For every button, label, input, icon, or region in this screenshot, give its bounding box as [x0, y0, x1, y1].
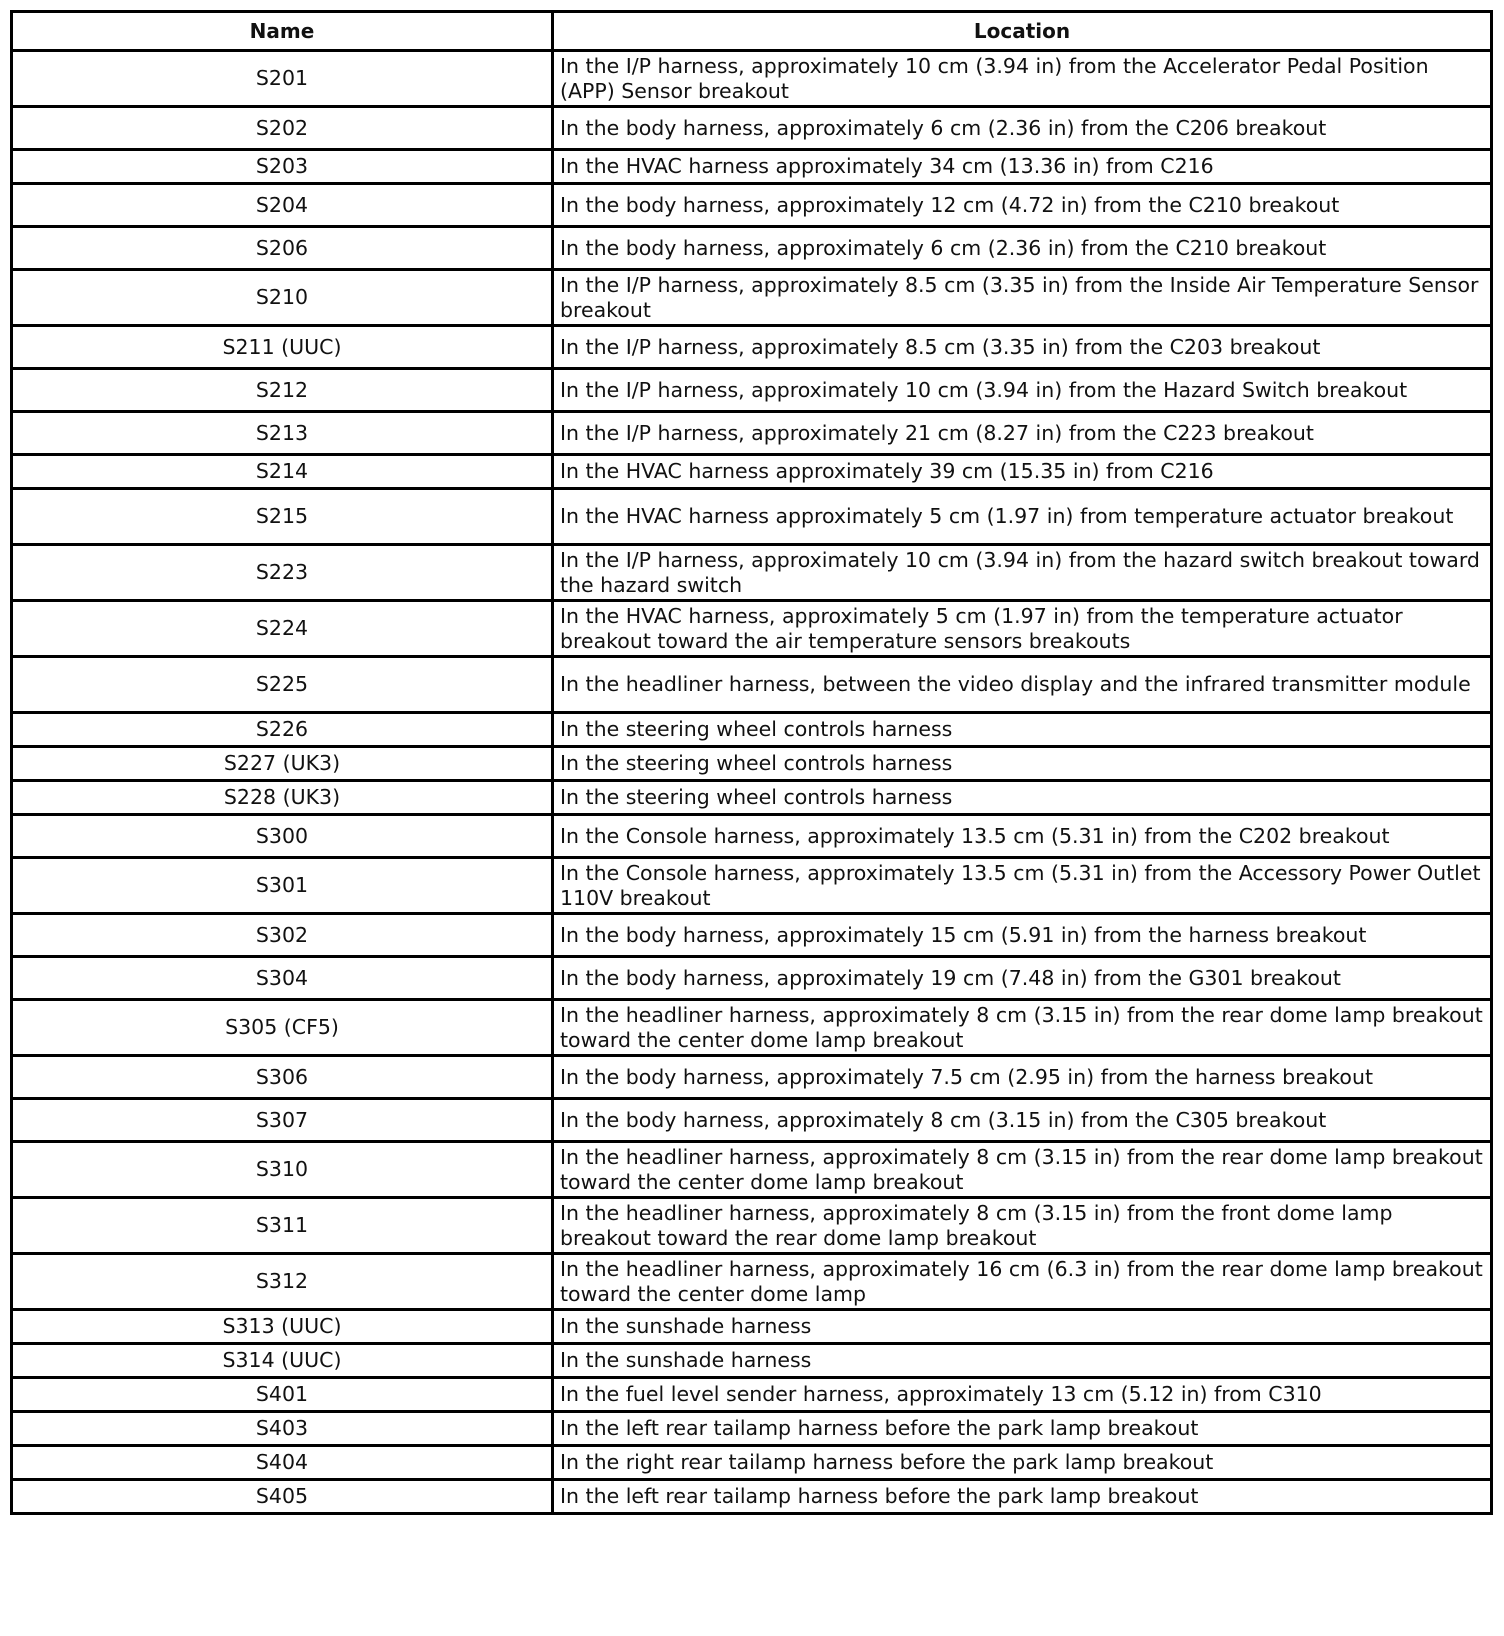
splice-name-cell: S405: [12, 1480, 553, 1514]
splice-location-cell: In the I/P harness, approximately 21 cm (8.27 in) from the C223 breakout: [553, 412, 1492, 455]
splice-name-cell: S204: [12, 184, 553, 227]
splice-location-cell: In the fuel level sender harness, approximately 13 cm (5.12 in) from C310: [553, 1378, 1492, 1412]
splice-location-cell: In the headliner harness, approximately 16 cm (6.3 in) from the rear dome lamp breakout toward the center dome lamp: [553, 1254, 1492, 1310]
table-row: [12, 815, 1492, 858]
splice-location-cell: In the left rear tailamp harness before the park lamp breakout: [553, 1412, 1492, 1446]
table-row: [12, 1480, 1492, 1514]
table-row: [12, 1310, 1492, 1344]
splice-location-cell: In the body harness, approximately 8 cm (3.15 in) from the C305 breakout: [553, 1099, 1492, 1142]
splice-name-cell: S215: [12, 489, 553, 545]
table-row: [12, 545, 1492, 601]
splice-name-cell: S210: [12, 270, 553, 326]
table-row: [12, 326, 1492, 369]
splice-location-cell: In the sunshade harness: [553, 1344, 1492, 1378]
splice-name-cell: S206: [12, 227, 553, 270]
table-row: [12, 1254, 1492, 1310]
table-row: [12, 1378, 1492, 1412]
splice-name-cell: S227 (UK3): [12, 747, 553, 781]
splice-location-cell: In the HVAC harness approximately 39 cm (15.35 in) from C216: [553, 455, 1492, 489]
splice-location-cell: In the body harness, approximately 7.5 cm (2.95 in) from the harness breakout: [553, 1056, 1492, 1099]
splice-name-cell: S214: [12, 455, 553, 489]
table-row: [12, 270, 1492, 326]
splice-name-cell: S223: [12, 545, 553, 601]
splice-location-cell: In the left rear tailamp harness before the park lamp breakout: [553, 1480, 1492, 1514]
splice-name-cell: S401: [12, 1378, 553, 1412]
splice-name-cell: S302: [12, 914, 553, 957]
splice-name-cell: S228 (UK3): [12, 781, 553, 815]
splice-name-cell: S211 (UUC): [12, 326, 553, 369]
splice-name-cell: S307: [12, 1099, 553, 1142]
splice-location-cell: In the HVAC harness, approximately 5 cm (1.97 in) from the temperature actuator breakout toward the air temperature sensors breakouts: [553, 601, 1492, 657]
splice-location-cell: In the I/P harness, approximately 8.5 cm (3.35 in) from the C203 breakout: [553, 326, 1492, 369]
splice-location-cell: In the Console harness, approximately 13.5 cm (5.31 in) from the C202 breakout: [553, 815, 1492, 858]
splice-location-table: [10, 10, 1493, 1515]
splice-name-cell: S404: [12, 1446, 553, 1480]
splice-location-sheet: [10, 10, 1490, 1515]
splice-name-cell: S314 (UUC): [12, 1344, 553, 1378]
splice-location-cell: In the right rear tailamp harness before the park lamp breakout: [553, 1446, 1492, 1480]
splice-name-cell: S313 (UUC): [12, 1310, 553, 1344]
table-row: [12, 489, 1492, 545]
splice-location-cell: In the headliner harness, approximately 8 cm (3.15 in) from the front dome lamp breakout toward the rear dome lamp breakout: [553, 1198, 1492, 1254]
splice-name-cell: S203: [12, 150, 553, 184]
column-header-name: Name: [12, 12, 553, 51]
splice-name-cell: S305 (CF5): [12, 1000, 553, 1056]
splice-location-cell: In the headliner harness, approximately 8 cm (3.15 in) from the rear dome lamp breakout toward the center dome lamp breakout: [553, 1000, 1492, 1056]
table-row: [12, 1198, 1492, 1254]
table-row: [12, 51, 1492, 107]
splice-name-cell: S304: [12, 957, 553, 1000]
splice-name-cell: S226: [12, 713, 553, 747]
table-row: [12, 1056, 1492, 1099]
splice-location-cell: In the HVAC harness approximately 34 cm (13.36 in) from C216: [553, 150, 1492, 184]
table-row: [12, 747, 1492, 781]
splice-location-cell: In the Console harness, approximately 13.5 cm (5.31 in) from the Accessory Power Outlet 110V breakout: [553, 858, 1492, 914]
splice-location-cell: In the HVAC harness approximately 5 cm (1.97 in) from temperature actuator breakout: [553, 489, 1492, 545]
splice-name-cell: S201: [12, 51, 553, 107]
splice-name-cell: S224: [12, 601, 553, 657]
table-row: [12, 657, 1492, 713]
splice-location-cell: In the I/P harness, approximately 10 cm (3.94 in) from the Accelerator Pedal Position (APP) Sensor breakout: [553, 51, 1492, 107]
splice-name-cell: S225: [12, 657, 553, 713]
splice-location-cell: In the I/P harness, approximately 10 cm (3.94 in) from the Hazard Switch breakout: [553, 369, 1492, 412]
table-row: [12, 914, 1492, 957]
table-row: [12, 107, 1492, 150]
table-row: [12, 150, 1492, 184]
splice-location-cell: In the body harness, approximately 6 cm (2.36 in) from the C206 breakout: [553, 107, 1492, 150]
table-row: [12, 1099, 1492, 1142]
header-row: [12, 12, 1492, 51]
splice-location-cell: In the body harness, approximately 12 cm (4.72 in) from the C210 breakout: [553, 184, 1492, 227]
table-row: [12, 227, 1492, 270]
table-row: [12, 713, 1492, 747]
splice-location-cell: In the headliner harness, approximately 8 cm (3.15 in) from the rear dome lamp breakout toward the center dome lamp breakout: [553, 1142, 1492, 1198]
splice-name-cell: S202: [12, 107, 553, 150]
splice-name-cell: S312: [12, 1254, 553, 1310]
splice-name-cell: S310: [12, 1142, 553, 1198]
splice-name-cell: S306: [12, 1056, 553, 1099]
splice-location-cell: In the body harness, approximately 15 cm (5.91 in) from the harness breakout: [553, 914, 1492, 957]
table-header: [12, 12, 1492, 51]
splice-location-cell: In the steering wheel controls harness: [553, 747, 1492, 781]
splice-location-cell: In the I/P harness, approximately 10 cm (3.94 in) from the hazard switch breakout toward the hazard switch: [553, 545, 1492, 601]
splice-location-cell: In the sunshade harness: [553, 1310, 1492, 1344]
table-body: [12, 51, 1492, 1514]
splice-name-cell: S311: [12, 1198, 553, 1254]
table-row: [12, 412, 1492, 455]
table-row: [12, 1344, 1492, 1378]
splice-name-cell: S212: [12, 369, 553, 412]
splice-location-cell: In the I/P harness, approximately 8.5 cm (3.35 in) from the Inside Air Temperature Sensor breakout: [553, 270, 1492, 326]
table-row: [12, 184, 1492, 227]
splice-name-cell: S213: [12, 412, 553, 455]
table-row: [12, 781, 1492, 815]
table-row: [12, 1000, 1492, 1056]
splice-location-cell: In the steering wheel controls harness: [553, 713, 1492, 747]
splice-name-cell: S403: [12, 1412, 553, 1446]
splice-location-cell: In the body harness, approximately 19 cm (7.48 in) from the G301 breakout: [553, 957, 1492, 1000]
table-row: [12, 601, 1492, 657]
table-row: [12, 1412, 1492, 1446]
table-row: [12, 1142, 1492, 1198]
table-row: [12, 369, 1492, 412]
table-row: [12, 957, 1492, 1000]
splice-name-cell: S301: [12, 858, 553, 914]
column-header-location: Location: [553, 12, 1492, 51]
splice-location-cell: In the steering wheel controls harness: [553, 781, 1492, 815]
table-row: [12, 858, 1492, 914]
table-row: [12, 1446, 1492, 1480]
splice-location-cell: In the body harness, approximately 6 cm (2.36 in) from the C210 breakout: [553, 227, 1492, 270]
splice-location-cell: In the headliner harness, between the video display and the infrared transmitter module: [553, 657, 1492, 713]
splice-name-cell: S300: [12, 815, 553, 858]
table-row: [12, 455, 1492, 489]
